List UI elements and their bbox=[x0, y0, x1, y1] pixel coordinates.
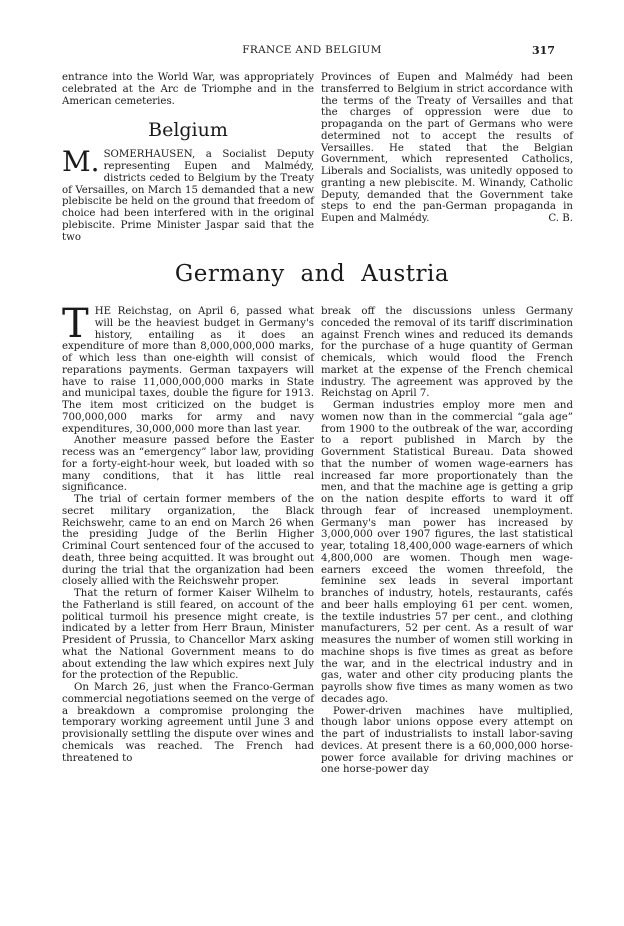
page-number: 317 bbox=[532, 44, 555, 57]
germany-leadin: HE bbox=[94, 306, 112, 317]
germany-dropcap: T bbox=[62, 301, 89, 347]
belgium-right-text: Provinces of Eupen and Malmédy had been transferred to Belgium in strict accordance with the terms of the Treaty of Versailles and that the charges of oppression were due to propaganda on the part of Germans who were determined not to accept the results of Versailles. He stated that the Belgian Government, which represented Catholics, Liberals and Socialists, was unitedly opposed to granting a new plebiscite. M. Winandy, Catholic Deputy, demanded that the Government take steps to end the pan-German propaganda in Eupen and Malmédy. bbox=[321, 72, 573, 224]
germany-right-paragraph-2: German industries employ more men and women now than in the commercial “gala age” from 1900 to the outbreak of the war, according to a report published in March by the Government Statistical Bureau. Data showed that the number of women wage-earners has increased far more proportionately than the men, and that the machine age is getting a grip on the nation despite efforts to ward it off through fear of increased unemployment. Germany's man power has increased by 3,000,000 over 1907 figures, the last statistical year, totaling 18,400,000 wage-earners of which 4,800,000 are women. Though men wage-earners exceed the women threefold, the feminine sex leads in several important branches of industry, hotels, restaurants, cafés and beer halls employing 61 per cent. women, the textile industries 57 per cent., and clothing manufacturers, 52 per cent. As a result of war measures the number of women still working in machine shops is five times as great as before the war, and in the electrical industry and in gas, water and other city producing plants the payrolls show five times as many women as two decades ago. bbox=[321, 400, 573, 705]
germany-right-paragraph-3: Power-driven machines have multiplied, though labor unions oppose every attempt on the part of industrialists to install labor-saving devices. At present there is a 60,000,000 horse-power force available for driving machines or one horse-power day bbox=[321, 705, 573, 776]
germany-paragraph-1 bbox=[62, 301, 314, 435]
germany-right-paragraph-1: break off the discussions unless Germany conceded the removal of its tariff discrimination against French wines and reduced its demands for the purchase of a huge quantity of German chemicals, which would flood the French market at the expense of the French chemical industry. The agreement was approved by the Reichstag on April 7. bbox=[321, 306, 573, 400]
belgium-signature: C. B. bbox=[548, 213, 573, 224]
germany-paragraph-3: The trial of certain former members of the secret military organization, the Black Reichswehr, came to an end on March 26 when the presiding Judge of the Berlin Higher Criminal Court sentenced four of the accused to death, three being acquitted. It was brought out during the trial that the organization had been closely allied with the Reichswehr proper. bbox=[62, 494, 314, 588]
running-head-title: FRANCE AND BELGIUM bbox=[242, 44, 382, 56]
belgium-leadin: SOMERHAUSEN, bbox=[103, 149, 196, 161]
belgium-paragraph bbox=[62, 145, 314, 243]
running-head bbox=[0, 44, 624, 58]
france-continuation: entrance into the World War, was appropriately celebrated at the Arc de Triomphe and in the American cemeteries. bbox=[62, 72, 314, 107]
lower-left-column bbox=[62, 301, 314, 764]
belgium-dropcap: M. bbox=[62, 145, 100, 179]
belgium-heading: Belgium bbox=[148, 119, 228, 142]
germany-paragraph-2: Another measure passed before the Easter recess was an “emergency” labor law, providing for a forty-eight-hour week, but loaded with so many conditions, that it has little real significance. bbox=[62, 435, 314, 494]
lower-right-column bbox=[321, 306, 573, 776]
germany-paragraph-1-text: Reichstag, on April 6, passed what will be the heaviest budget in Germany's history, entailing as it does an expenditure of more than 8,000,000,000 marks, of which less than one-eighth will consist of reparations payments. German taxpayers will have to raise 11,000,000,000 marks in State and municipal taxes, double the figure for 1913. The item most criticized on the budget is 700,000,000 marks for army and navy expenditures, 30,000,000 more than last year. bbox=[62, 306, 314, 435]
germany-heading: Germany and Austria bbox=[174, 261, 450, 287]
belgium-left-text: a Socialist Deputy representing Eupen and Malmédy, districts ceded to Belgium by the Treaty of Versailles, on March 15 demanded that a new plebiscite be held on the ground that freedom of choice had been interfered with in the original plebiscite. Prime Minister Jaspar said that the two bbox=[62, 149, 314, 243]
germany-paragraph-4: That the return of former Kaiser Wilhelm to the Fatherland is still feared, on account of the political turmoil his presence might create, is indicated by a letter from Herr Braun, Minister President of Prussia, to Chancellor Marx asking what the National Government means to do about extending the law which expires next July for the protection of the Republic. bbox=[62, 588, 314, 682]
upper-right-column bbox=[321, 72, 573, 225]
upper-left-column bbox=[62, 72, 314, 243]
germany-paragraph-5: On March 26, just when the Franco-German commercial negotiations seemed on the verge of a breakdown a compromise prolonging the temporary working agreement until June 3 and provisionally settling the dispute over wines and chemicals was reached. The French had threatened to bbox=[62, 682, 314, 764]
